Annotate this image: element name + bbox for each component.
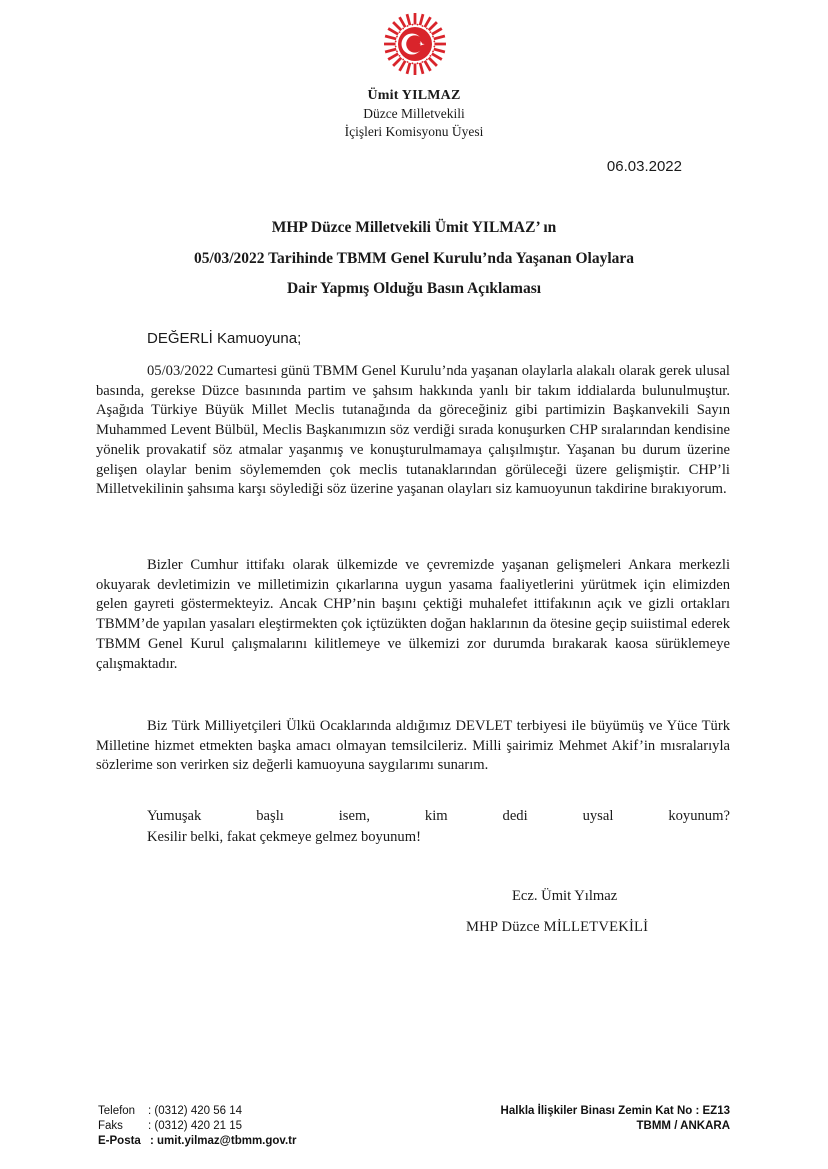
contact-info <box>98 1104 296 1149</box>
phone-number: : (0312) 420 56 14 <box>148 1105 242 1117</box>
address-line-1: Halkla İlişkiler Binası Zemin Kat No : EZ13 <box>500 1105 730 1117</box>
title-line-1: MHP Düzce Milletvekili Ümit YILMAZ’ ın <box>271 219 557 236</box>
email-address[interactable]: : umit.yilmaz@tbmm.gov.tr <box>150 1135 297 1147</box>
poem-word: kim <box>424 808 448 824</box>
paragraph-3: Biz Türk Milliyetçileri Ülkü Ocaklarında aldığımız DEVLET terbiyesi ile büyümüş ve Yüce Türk Milletine hizmet etmekten başka amacı olmayan temsilcileriz. Milli şairimiz Mehmet Akif’in mısralarıyla sözlerime son verirken siz değerli kamuoyuna saygılarımı sunarım. <box>96 718 730 774</box>
mp-role: Düzce Milletvekili <box>363 106 465 121</box>
title-line-3: Dair Yapmış Olduğu Basın Açıklaması <box>286 280 542 297</box>
mp-committee: İçişleri Komisyonu Üyesi <box>344 124 484 139</box>
paragraph-2: Bizler Cumhur ittifakı olarak ülkemizde ve çevremizde yaşanan gelişmeleri Ankara merkezli okuyarak devletimizin ve milletimizin çıkarlarına uygun yasama faaliyetlerini yürütmek için elimizden gelen gayreti göstermekteyiz. Ancak CHP’nin başını çektiği muhalefet ittifakının açık ve gizli ortakları TBMM’de yapılan yasaları eleştirmekten çok içtüzükten doğan haklarının da ötesine geçip suiistimal ederek TBMM Genel Kurul çalışmalarını kilitlemeye ve ülkemizi zor durumda bırakarak kaosa sürüklemeye çalışmaktadır. <box>96 557 730 672</box>
office-address <box>501 1104 730 1134</box>
fax-number: : (0312) 420 21 15 <box>148 1120 242 1132</box>
email-label: E-Posta <box>98 1135 141 1147</box>
salutation: DEĞERLİ Kamuoyuna; <box>147 330 302 347</box>
poem-word: koyunum? <box>668 808 730 824</box>
signature-name: Ecz. Ümit Yılmaz <box>512 888 618 904</box>
address-line-2: TBMM / ANKARA <box>636 1120 730 1132</box>
poem-word: başlı <box>256 808 284 824</box>
tbmm-emblem-icon <box>383 12 447 76</box>
fax-label: Faks <box>98 1120 123 1132</box>
mp-name: Ümit YILMAZ <box>367 88 461 103</box>
document-date: 06.03.2022 <box>606 158 682 175</box>
poem-line-2: Kesilir belki, fakat çekmeye gelmez boyunum! <box>147 829 421 845</box>
paragraph-1: 05/03/2022 Cumartesi günü TBMM Genel Kurulu’nda yaşanan olaylarla alakalı olarak gerek ulusal basında, gerekse Düzce basınında partim ve şahsım hakkında yanlı bir takım iddialarda bulunulmuştur. Aşağıda Türkiye Büyük Millet Meclis tutanağında da göreceğiniz gibi partimizin Başkanvekili Sayın Muhammed Levent Bülbül, Meclis Başkanımızın söz verdiği sırada konuşurken CHP sıralarından kendisine yönelik provakatif söz atmalar yaşanmış ve konuşturulmamaya çalışılmıştır. Yaşanan bu durum üzerine gelişen olaylar benim söylememden çok meclis tutanaklarından görüleceği üzere gelişmiştir. CHP’li Milletvekilinin şahsıma karşı söylediği söz üzerine yaşanan olayları siz kamuoyunun takdirine bırakıyorum. <box>96 363 730 498</box>
poem-word: Yumuşak <box>147 808 202 824</box>
signature-title: MHP Düzce MİLLETVEKİLİ <box>466 919 649 935</box>
phone-label: Telefon <box>98 1105 136 1117</box>
poem-word: isem, <box>338 808 370 824</box>
poem-word: dedi <box>502 808 528 824</box>
poem-word: uysal <box>582 808 614 824</box>
title-line-2: 05/03/2022 Tarihinde TBMM Genel Kurulu’nda Yaşanan Olaylara <box>193 250 635 267</box>
poem-line-1 <box>147 806 730 827</box>
